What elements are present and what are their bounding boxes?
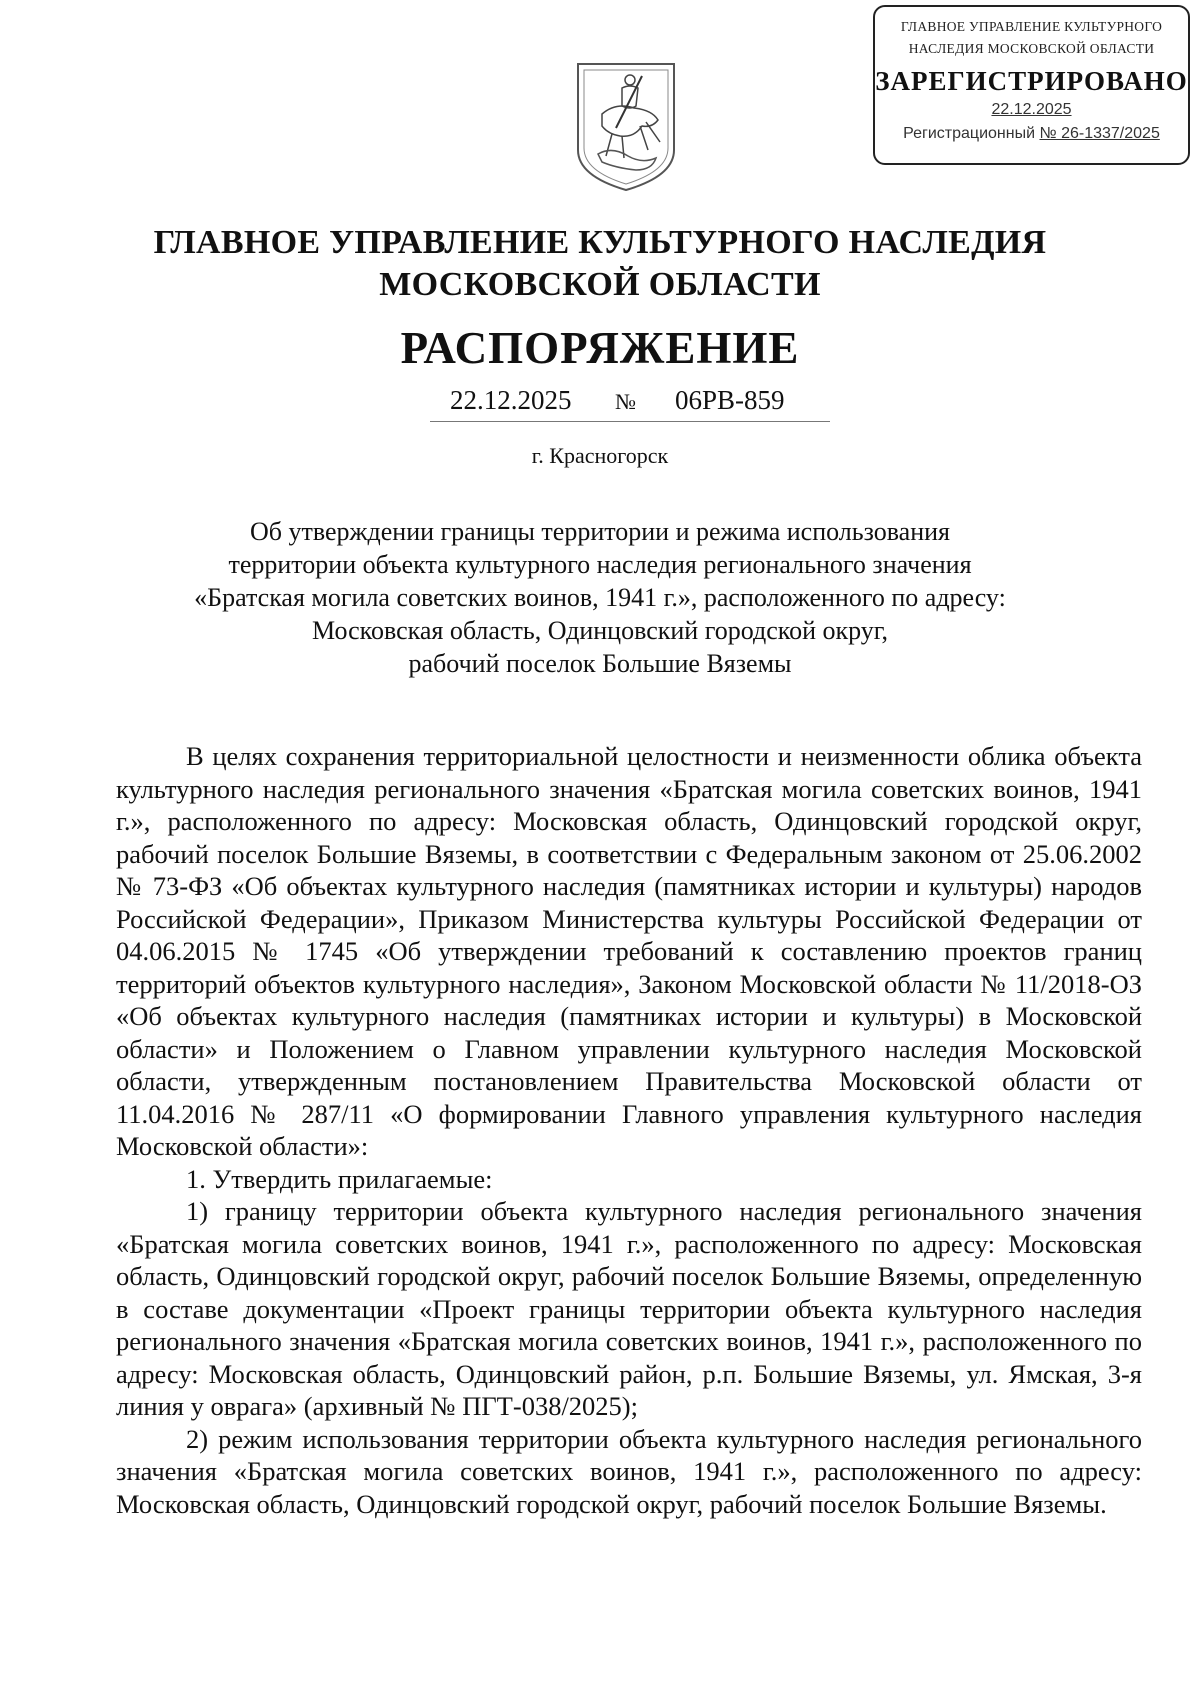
document-subject (0, 515, 1200, 680)
stamp-reg-label: Регистрационный (903, 125, 1036, 142)
place-of-issue: г. Красногорск (531, 443, 669, 468)
preamble-paragraph: В целях сохранения территориальной целостности и неизменности облика объекта культурного наследия регионального значения «Братская могила советских воинов, 1941 г.», расположенного по адресу: Московская область, Одинцовский городской округ, рабочий поселок Большие Вяземы, в соответствии с Федеральным законом от 25.06.2002 № 73-ФЗ «Об объектах культурного наследия (памятниках истории и культуры) народов Российской Федерации», Приказом Министерства культуры Российской Федерации от 04.06.2015 № 1745 «Об утверждении требований к составлению проектов границ территорий объектов культурного наследия», Законом Московской области № 11/2018-ОЗ «Об объектах культурного наследия (памятниках истории и культуры) в Московской области» и Положением о Главном управлении культурного наследия Московской области, утвержденным постановлением Правительства Московской области от 11.04.2016 № 287/11 «О формировании Главного управления культурного наследия Московской области»: (116, 741, 1142, 1161)
stamp-date: 22.12.2025 (991, 101, 1072, 118)
stamp-reg-number (875, 125, 1188, 143)
clause-1: 1. Утвердить прилагаемые: (186, 1163, 493, 1194)
subject-line: Об утверждении границы территории и режима использования (250, 517, 950, 546)
clause-1-1: 1) границу территории объекта культурного наследия регионального значения «Братская могила советских воинов, 1941 г.», расположенного по адресу: Московская область, Одинцовский городской округ, рабочий поселок Большие Вяземы, определенную в составе документации «Проект границы территории объекта культурного наследия регионального значения «Братская могила советских воинов, 1941 г.», расположенного по адресу: Московская область, Одинцовский район, р.п. Большие Вяземы, ул. Ямская, 3-я линия у оврага» (архивный № ПГТ-038/2025); (116, 1196, 1142, 1421)
stamp-org-line-2: НАСЛЕДИЯ МОСКОВСКОЙ ОБЛАСТИ (908, 41, 1155, 56)
stamp-org-name (875, 16, 1188, 60)
date-number-underline (430, 421, 830, 422)
stamp-org-line-1: ГЛАВНОЕ УПРАВЛЕНИЕ КУЛЬТУРНОГО (900, 19, 1163, 34)
stamp-status: ЗАРЕГИСТРИРОВАНО (875, 66, 1188, 96)
document-number: 06РВ-859 (675, 385, 785, 415)
document-body (116, 740, 1142, 1520)
issuing-authority-line-1: ГЛАВНОЕ УПРАВЛЕНИЕ КУЛЬТУРНОГО НАСЛЕДИЯ (153, 224, 1047, 261)
subject-line: территории объекта культурного наследия регионального значения (228, 550, 972, 579)
issuing-authority (0, 222, 1200, 306)
clause-1-2: 2) режим использования территории объекта культурного наследия регионального значения «Братская могила советских воинов, 1941 г.», расположенного по адресу: Московская область, Одинцовский городской округ, рабочий поселок Большие Вяземы. (116, 1423, 1142, 1519)
stamp-reg-value: № 26-1337/2025 (1039, 125, 1160, 142)
moscow-oblast-coat-of-arms-icon (572, 58, 680, 194)
issuing-authority-line-2: МОСКОВСКОЙ ОБЛАСТИ (379, 266, 821, 303)
document-type: РАСПОРЯЖЕНИЕ (400, 323, 800, 373)
registration-stamp (873, 5, 1190, 165)
subject-line: «Братская могила советских воинов, 1941 г.», расположенного по адресу: (194, 583, 1006, 612)
subject-line: Московская область, Одинцовский городской округ, (311, 616, 889, 645)
document-date: 22.12.2025 (450, 385, 572, 415)
number-sign: № (615, 389, 636, 414)
subject-line: рабочий поселок Большие Вяземы (408, 649, 792, 678)
